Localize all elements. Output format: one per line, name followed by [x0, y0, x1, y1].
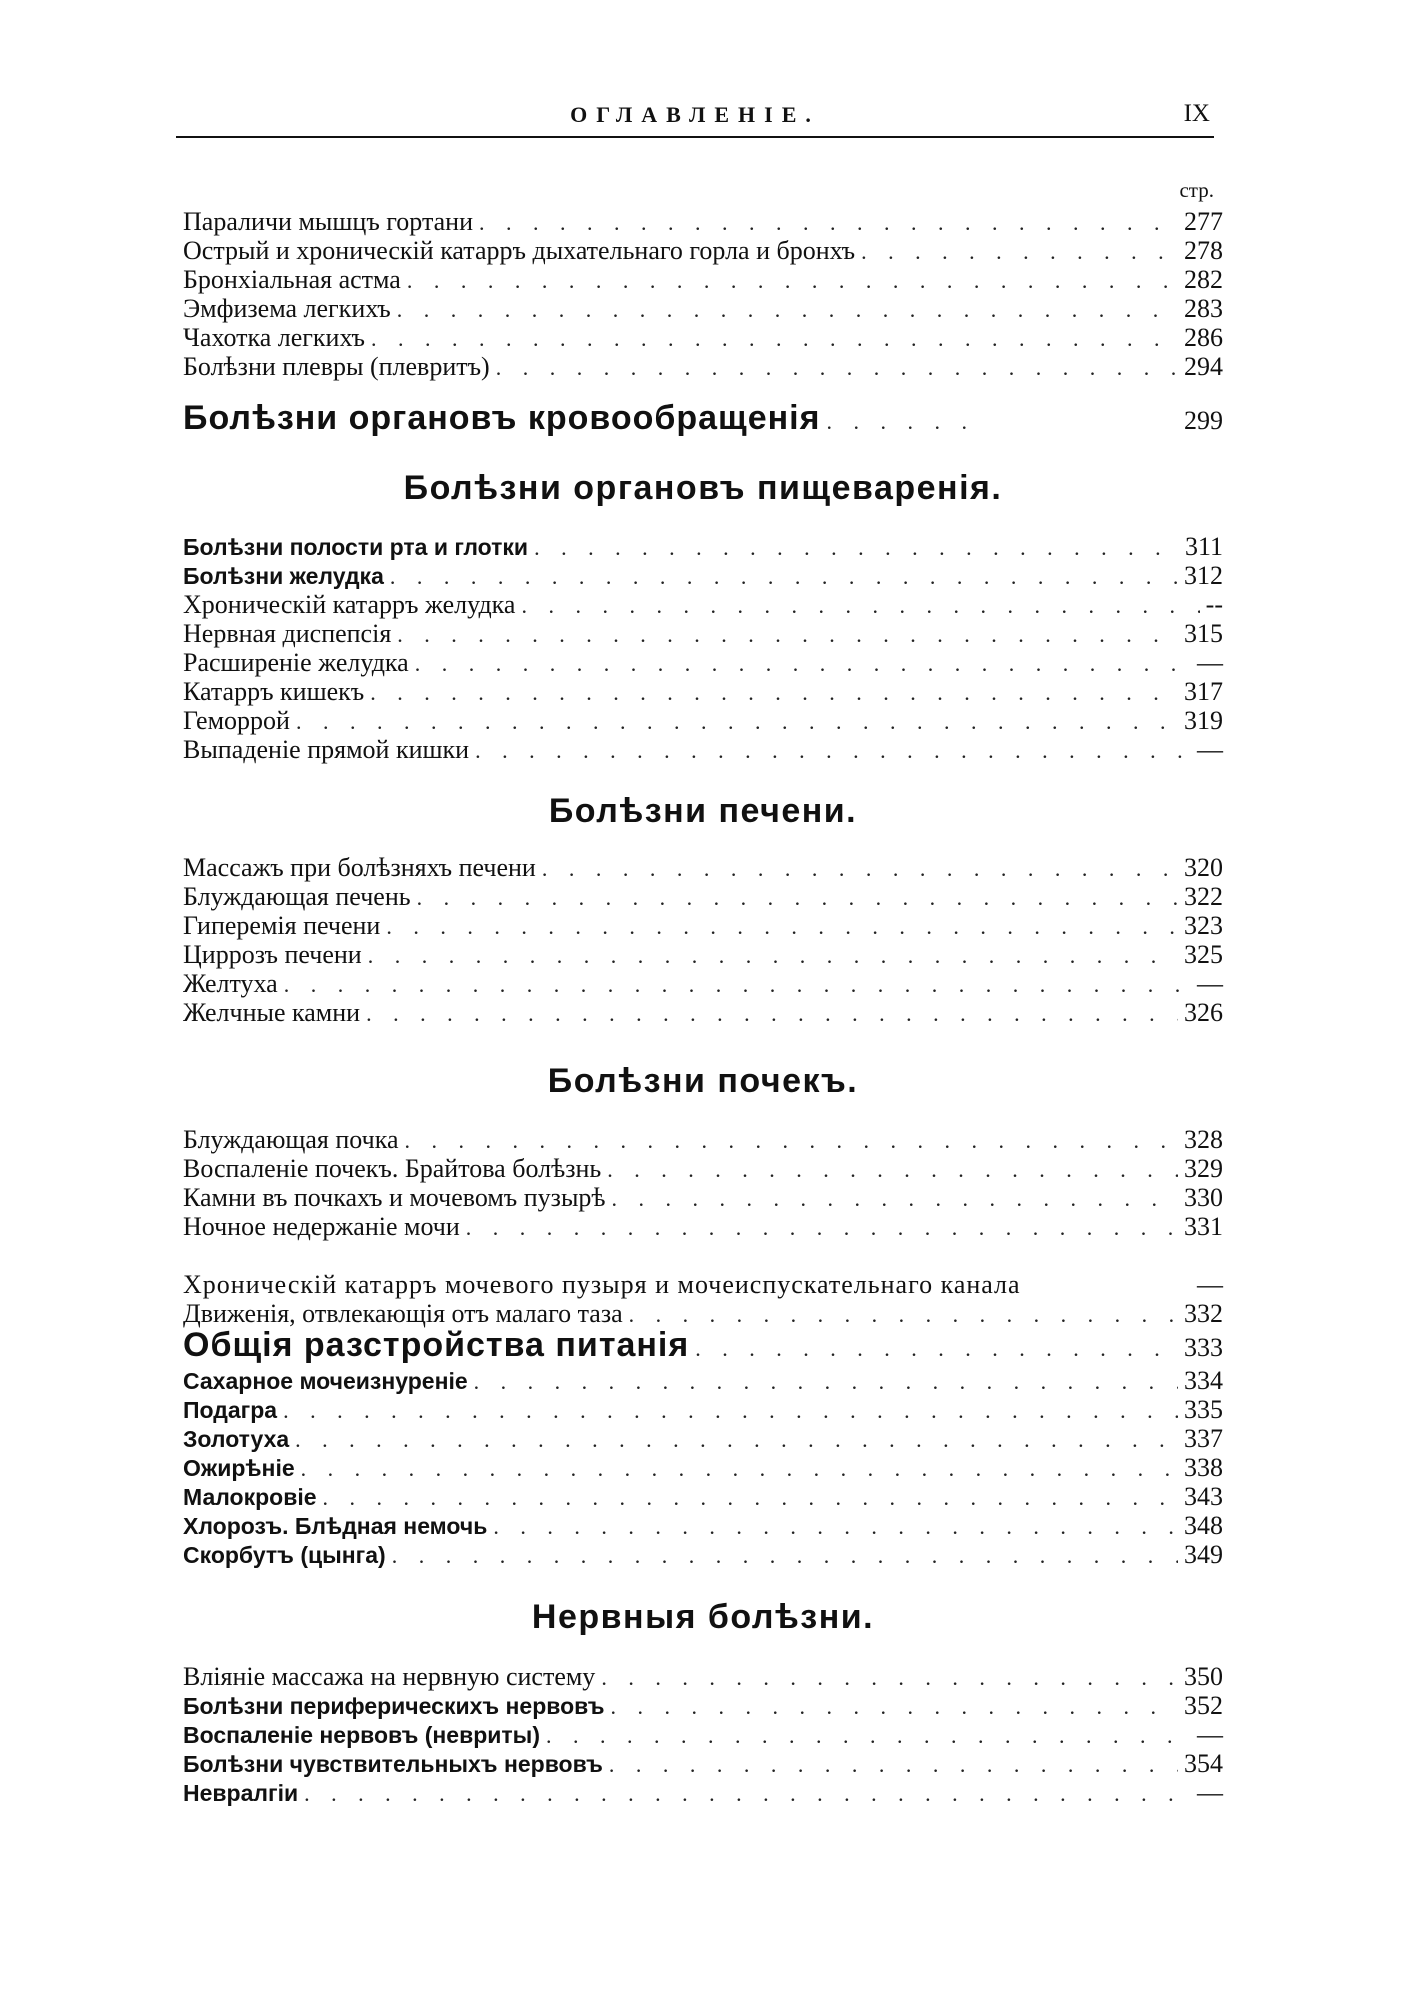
- toc-entry-page: 337: [1184, 1424, 1223, 1453]
- toc-entry-title: Болѣзни чувствительныхъ нервовъ: [183, 1751, 603, 1777]
- leader-dots: [474, 1367, 1178, 1396]
- toc-entry-title: Бронхіальная астма: [183, 265, 401, 294]
- toc-entry-title: Воспаленіе нервовъ (невриты): [183, 1722, 540, 1748]
- leader-dots: [601, 1663, 1178, 1692]
- section-heading-nervous: Нервныя болѣзни.: [531, 1598, 875, 1636]
- toc-entry-title: Невралгіи: [183, 1780, 299, 1806]
- toc-entry-page: 334: [1184, 1366, 1223, 1395]
- toc-entry-title: Ожирѣніе: [183, 1455, 295, 1481]
- toc-entry-page: 328: [1184, 1125, 1223, 1154]
- toc-entry-title: Хлорозъ. Блѣдная немочь: [183, 1513, 488, 1539]
- toc-entry-title: Блуждающая печень: [183, 882, 411, 911]
- toc-entry[interactable]: [183, 998, 1223, 1027]
- toc-entry-page: 338: [1184, 1453, 1223, 1482]
- toc-entry-title: Желчные камни: [183, 998, 361, 1027]
- toc-entry[interactable]: [183, 532, 1223, 561]
- toc-entry-title: Расширеніе желудка: [183, 648, 409, 677]
- toc-entry[interactable]: [183, 1212, 1223, 1241]
- toc-entry-page: --: [1205, 590, 1223, 619]
- leader-dots: [534, 533, 1179, 562]
- toc-entry-page: —: [1197, 969, 1223, 998]
- leader-dots: [397, 620, 1178, 649]
- leader-dots: [466, 1213, 1178, 1242]
- toc-entry-page: 335: [1184, 1395, 1223, 1424]
- leader-dots: [826, 401, 966, 443]
- leader-dots: [295, 1425, 1178, 1454]
- toc-entry-title: Циррозъ печени: [183, 940, 362, 969]
- toc-entry[interactable]: [183, 853, 1223, 882]
- toc-entry-page: 350: [1184, 1662, 1223, 1691]
- toc-entry[interactable]: [183, 1424, 1223, 1453]
- leader-dots: [296, 707, 1178, 736]
- toc-entry[interactable]: [183, 969, 1223, 998]
- toc-entry-title: Подагра: [183, 1397, 278, 1423]
- page-folio: IX: [1183, 100, 1210, 127]
- toc-chapter-title: Общія разстройства питанія: [183, 1326, 690, 1364]
- leader-dots: [475, 736, 1191, 765]
- toc-entry-page: 315: [1184, 619, 1223, 648]
- toc-entry-title: Нервная диспепсія: [183, 619, 392, 648]
- toc-entry[interactable]: [183, 648, 1223, 677]
- toc-entry[interactable]: [183, 619, 1223, 648]
- section-heading-liver: Болѣзни печени.: [548, 792, 858, 830]
- toc-entry[interactable]: [183, 1662, 1223, 1691]
- toc-entry[interactable]: [183, 1125, 1223, 1154]
- toc-entry-page: 326: [1184, 998, 1223, 1027]
- toc-entry-page: 286: [1184, 323, 1223, 352]
- toc-entry-title: Золотуха: [183, 1426, 290, 1452]
- toc-entry-page: —: [1197, 1720, 1223, 1749]
- leader-dots: [415, 649, 1191, 678]
- toc-entry-title: Выпаденіе прямой кишки: [183, 735, 470, 764]
- toc-entry[interactable]: [183, 1691, 1223, 1720]
- toc-entry-page: 311: [1184, 532, 1223, 561]
- section-heading-kidneys: Болѣзни почекъ.: [547, 1062, 859, 1100]
- toc-entry[interactable]: [183, 1511, 1223, 1540]
- toc-group-circulation: [183, 397, 1223, 439]
- toc-entry[interactable]: [183, 1453, 1223, 1482]
- toc-entry-title: Движенія, отвлекающія отъ малаго таза: [183, 1299, 623, 1328]
- toc-entry-title: Эмфизема легкихъ: [183, 294, 391, 323]
- toc-entry-page: 283: [1184, 294, 1223, 323]
- toc-chapter-page: 299: [1184, 406, 1223, 435]
- toc-entry-page: 332: [1184, 1299, 1223, 1328]
- toc-group-nervous: [183, 1662, 1223, 1807]
- toc-entry-page: 317: [1184, 677, 1223, 706]
- leader-dots: [493, 1512, 1178, 1541]
- leader-dots: [417, 883, 1178, 912]
- toc-entry[interactable]: [183, 1366, 1223, 1395]
- toc-entry-title: Болѣзни полости рта и глотки: [183, 534, 529, 560]
- toc-entry-page: —: [1197, 735, 1223, 764]
- toc-entry-title: Чахотка легкихъ: [183, 323, 365, 352]
- toc-entry[interactable]: [183, 1183, 1223, 1212]
- leader-dots: [861, 237, 1178, 266]
- toc-entry-title: Геморрой: [183, 706, 290, 735]
- leader-dots: [368, 941, 1178, 970]
- toc-entry-page: 348: [1184, 1511, 1223, 1540]
- toc-entry[interactable]: [183, 265, 1223, 294]
- toc-entry-page: 277: [1184, 207, 1223, 236]
- leader-dots: [284, 970, 1191, 999]
- toc-entry[interactable]: [183, 677, 1223, 706]
- toc-entry-title: Ночное недержаніе мочи: [183, 1212, 460, 1241]
- toc-entry-page: 282: [1184, 265, 1223, 294]
- toc-entry[interactable]: [183, 236, 1223, 265]
- toc-entry-page: 319: [1184, 706, 1223, 735]
- leader-dots: [390, 562, 1178, 591]
- toc-chapter-page: 333: [1184, 1333, 1223, 1362]
- toc-entry-title: Гиперемія печени: [183, 911, 381, 940]
- leader-dots: [496, 353, 1178, 382]
- toc-entry[interactable]: [183, 294, 1223, 323]
- toc-entry[interactable]: [183, 735, 1223, 764]
- toc-chapter-circulation[interactable]: [183, 397, 1223, 439]
- toc-entry-title: Острый и хроническій катарръ дыхательнаго горла и бронхъ: [183, 236, 856, 265]
- leader-dots: [370, 678, 1178, 707]
- leader-dots: [407, 266, 1178, 295]
- leader-dots: [546, 1721, 1191, 1750]
- toc-entry-page: 322: [1184, 882, 1223, 911]
- toc-entry[interactable]: [183, 1540, 1223, 1569]
- toc-entry[interactable]: [183, 882, 1223, 911]
- toc-entry[interactable]: [183, 352, 1223, 381]
- leader-dots: [607, 1155, 1178, 1184]
- leader-dots: [609, 1750, 1178, 1779]
- toc-group-kidneys: [183, 1125, 1223, 1328]
- toc-entry-page: —: [1197, 1270, 1223, 1299]
- toc-entry-title: Скорбутъ (цынга): [183, 1542, 386, 1568]
- toc-entry-page: 330: [1184, 1183, 1223, 1212]
- leader-dots: [392, 1541, 1178, 1570]
- leader-dots: [479, 208, 1178, 237]
- toc-entry-page: 320: [1184, 853, 1223, 882]
- toc-entry[interactable]: [183, 323, 1223, 352]
- toc-chapter-title: Болѣзни органовъ кровообращенія: [183, 399, 821, 437]
- toc-entry-title: Болѣзни плевры (плевритъ): [183, 352, 490, 381]
- page-column-label: стр.: [1179, 178, 1214, 202]
- toc-entry-page: 294: [1184, 352, 1223, 381]
- toc-entry-page: —: [1197, 1778, 1223, 1807]
- toc-entry[interactable]: [183, 590, 1223, 619]
- toc-entry[interactable]: [183, 207, 1223, 236]
- leader-dots: [405, 1126, 1179, 1155]
- toc-entry[interactable]: [183, 1720, 1223, 1749]
- toc-entry[interactable]: [183, 561, 1223, 590]
- toc-entry-title: Воспаленіе почекъ. Брайтова болѣзнь: [183, 1154, 602, 1183]
- leader-dots: [301, 1454, 1178, 1483]
- toc-entry-title: Желтуха: [183, 969, 278, 998]
- toc-entry-title: Камни въ почкахъ и мочевомъ пузырѣ: [183, 1183, 606, 1212]
- toc-entry[interactable]: [183, 1395, 1223, 1424]
- toc-entry-page: 331: [1184, 1212, 1223, 1241]
- toc-entry-title: Катарръ кишекъ: [183, 677, 365, 706]
- toc-entry[interactable]: [183, 940, 1223, 969]
- toc-entry[interactable]: [183, 911, 1223, 940]
- toc-entry-title: Хроническій катарръ мочевого пузыря и мочеиспускательнаго канала: [183, 1270, 1021, 1299]
- toc-entry-page: 323: [1184, 911, 1223, 940]
- toc-entry-page: 352: [1184, 1691, 1223, 1720]
- toc-entry-page: 312: [1184, 561, 1223, 590]
- toc-entry[interactable]: [183, 1778, 1223, 1807]
- toc-entry-title: Болѣзни желудка: [183, 563, 384, 589]
- toc-entry-title: Блуждающая почка: [183, 1125, 399, 1154]
- toc-group-digestion: [183, 532, 1223, 764]
- toc-entry-title: Хроническій катарръ желудка: [183, 590, 516, 619]
- toc-entry-title: Сахарное мочеизнуреніе: [183, 1368, 468, 1394]
- toc-entry[interactable]: [183, 1241, 1223, 1299]
- section-heading-digestion: Болѣзни органовъ пищеваренія.: [403, 469, 1003, 507]
- toc-entry-title: Вліяніе массажа на нервную систему: [183, 1662, 596, 1691]
- toc-entry-page: 343: [1184, 1482, 1223, 1511]
- toc-entry[interactable]: [183, 1154, 1223, 1183]
- leader-dots: [611, 1692, 1179, 1721]
- toc-group-respiratory: [183, 207, 1223, 381]
- leader-dots: [366, 999, 1178, 1028]
- toc-entry-page: 325: [1184, 940, 1223, 969]
- leader-dots: [542, 854, 1178, 883]
- leader-dots: [612, 1184, 1178, 1213]
- leader-dots: [371, 324, 1178, 353]
- toc-entry-page: 349: [1184, 1540, 1223, 1569]
- leader-dots: [323, 1483, 1178, 1512]
- toc-entry-page: 354: [1184, 1749, 1223, 1778]
- toc-entry-title: Параличи мышцъ гортани: [183, 207, 473, 236]
- leader-dots: [283, 1396, 1178, 1425]
- toc-entry[interactable]: [183, 1749, 1223, 1778]
- leader-dots: [386, 912, 1178, 941]
- leader-dots: [304, 1779, 1191, 1808]
- running-title: ОГЛАВЛЕНІЕ.: [570, 102, 820, 127]
- toc-entry-page: —: [1197, 648, 1223, 677]
- running-header: [176, 100, 1214, 138]
- toc-entry-page: 278: [1184, 236, 1223, 265]
- toc-entry-title: Малокровіе: [183, 1484, 317, 1510]
- leader-dots: [397, 295, 1178, 324]
- toc-group-liver: [183, 853, 1223, 1027]
- toc-entry[interactable]: [183, 706, 1223, 735]
- toc-entry-page: 329: [1184, 1154, 1223, 1183]
- leader-dots: [521, 591, 1199, 620]
- toc-entry-title: Болѣзни периферическихъ нервовъ: [183, 1693, 605, 1719]
- toc-group-nutrition: [183, 1324, 1223, 1569]
- toc-entry-title: Массажъ при болѣзняхъ печени: [183, 853, 536, 882]
- toc-entry[interactable]: [183, 1482, 1223, 1511]
- leader-dots: [695, 1328, 1178, 1370]
- toc-chapter-nutrition[interactable]: [183, 1324, 1223, 1366]
